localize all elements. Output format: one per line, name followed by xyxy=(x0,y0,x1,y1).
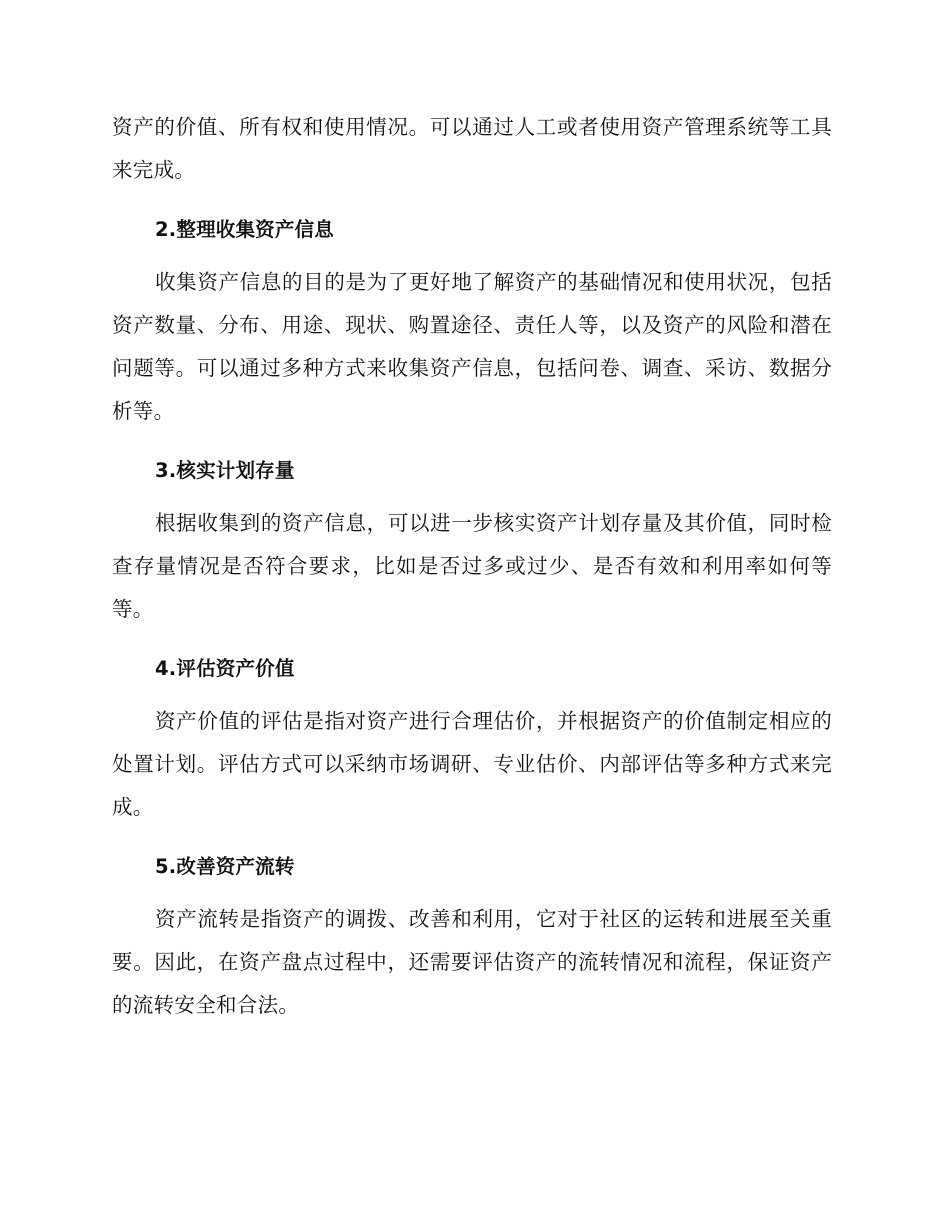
section-body-3: 根据收集到的资产信息，可以进一步核实资产计划存量及其价值，同时检查存量情况是否符合要求，比如是否过多或过少、是否有效和利用率如何等等。 xyxy=(112,511,832,621)
intro-paragraph: 资产的价值、所有权和使用情况。可以通过人工或者使用资产管理系统等工具来完成。 xyxy=(112,115,832,182)
section-heading-4: 4.评估资产价值 xyxy=(155,657,295,680)
section-body-4: 资产价值的评估是指对资产进行合理估价，并根据资产的价值制定相应的处置计划。评估方式可以采纳市场调研、专业估价、内部评估等多种方式来完成。 xyxy=(112,709,832,819)
section-heading-3: 3.核实计划存量 xyxy=(155,459,295,482)
section-heading-2: 2.整理收集资产信息 xyxy=(155,218,334,241)
section-heading-5: 5.改善资产流转 xyxy=(155,855,295,878)
section-body-5: 资产流转是指资产的调拨、改善和利用，它对于社区的运转和进展至关重要。因此，在资产盘点过程中，还需要评估资产的流转情况和流程，保证资产的流转安全和合法。 xyxy=(112,907,832,1017)
section-body-2: 收集资产信息的目的是为了更好地了解资产的基础情况和使用状况，包括资产数量、分布、用途、现状、购置途径、责任人等，以及资产的风险和潜在问题等。可以通过多种方式来收集资产信息，包括问卷、调查、采访、数据分析等。 xyxy=(112,270,832,423)
document-page xyxy=(112,106,832,1027)
